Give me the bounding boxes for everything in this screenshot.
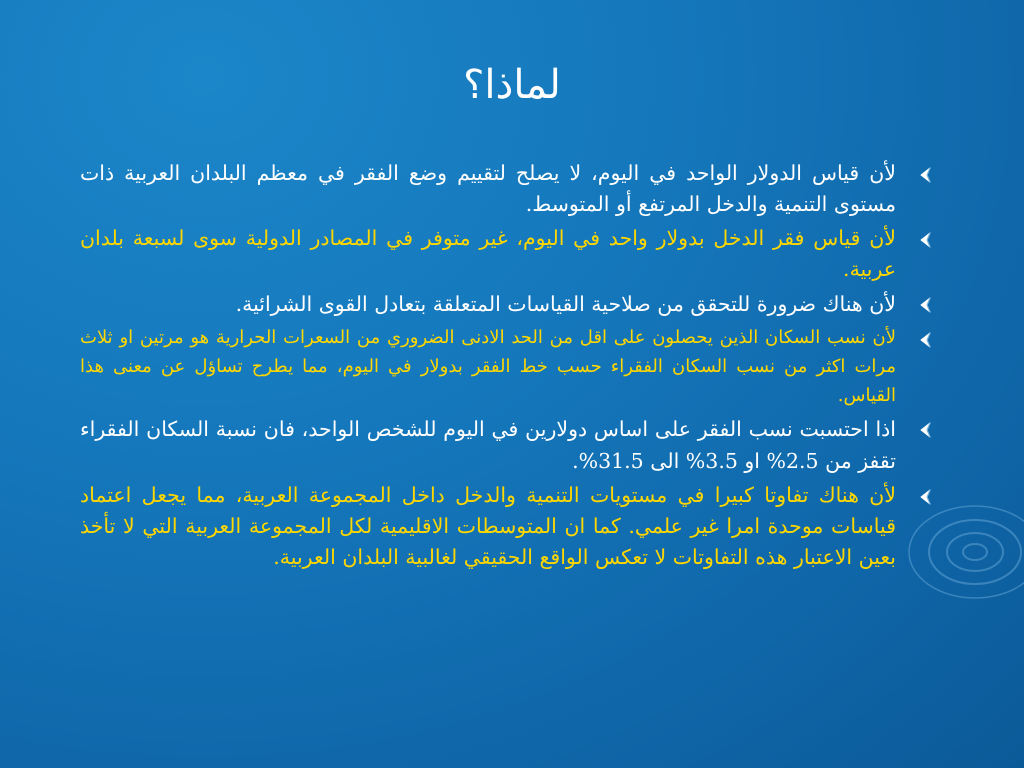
bullet-item (80, 413, 940, 477)
bullet-text: لأن قياس فقر الدخل بدولار واحد في اليوم، غير متوفر في المصادر الدولية سوى لسبعة بلدان عربية. (80, 226, 896, 281)
bullet-item (80, 480, 940, 573)
bullet-text: لأن هناك ضرورة للتحقق من صلاحية القياسات المتعلقة بتعادل القوى الشرائية. (235, 292, 896, 316)
arrow-bullet-icon (916, 294, 938, 316)
bullet-item (80, 323, 940, 410)
arrow-bullet-icon (916, 164, 938, 186)
bullet-text: لأن قياس الدولار الواحد في اليوم، لا يصلح لتقييم وضع الفقر في معظم البلدان العربية ذات مستوى التنمية والدخل المرتفع أو المتوسط. (80, 161, 896, 216)
arrow-bullet-icon (916, 486, 938, 508)
bullet-list (80, 158, 940, 576)
arrow-bullet-icon (916, 229, 938, 251)
bullet-text: لأن نسب السكان الذين يحصلون على اقل من الحد الادنى الضروري من السعرات الحرارية هو مرتين او ثلاث مرات اكثر من نسب السكان الفقراء حسب خط الفقر بدولار في اليوم، مما يطرح تساؤل عن معنى هذا القياس. (80, 327, 896, 406)
arrow-bullet-icon (916, 419, 938, 441)
bullet-item (80, 288, 940, 320)
slide-title: لماذا؟ (463, 62, 561, 108)
bullet-item (80, 158, 940, 220)
bullet-item (80, 223, 940, 285)
bullet-text: اذا احتسبت نسب الفقر على اساس دولارين في اليوم للشخص الواحد، فان نسبة السكان الفقراء تقفز من 2.5% او 3.5% الى 31.5%. (80, 417, 896, 473)
arrow-bullet-icon (916, 329, 938, 351)
bullet-text: لأن هناك تفاوتا كبيرا في مستويات التنمية والدخل داخل المجموعة العربية، مما يجعل اعتماد قياسات موحدة امرا غير علمي. كما ان المتوسطات الاقليمية لكل المجموعة العربية التي لا تأخذ بعين الاعتبار هذه التفاوتات لا تعكس الواقع الحقيقي لغالبية البلدان العربية. (80, 483, 896, 569)
